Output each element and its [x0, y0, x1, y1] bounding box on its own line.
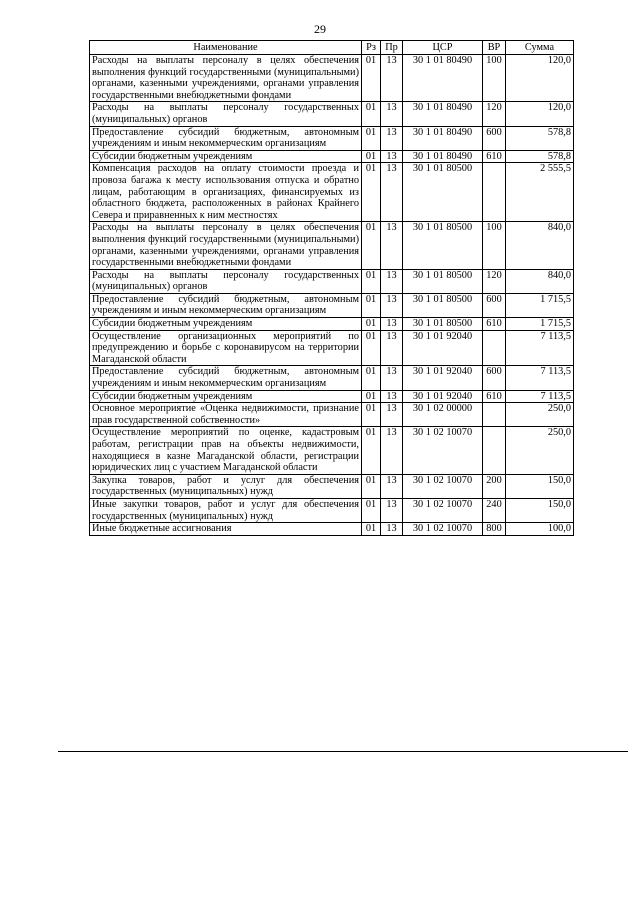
cell-pr: 13: [381, 474, 403, 498]
cell-rz: 01: [362, 55, 381, 102]
table-row: [90, 163, 574, 222]
cell-name: Предоставление субсидий бюджетным, автономным учреждениям и иным некоммерческим организациям: [90, 293, 362, 317]
cell-rz: 01: [362, 474, 381, 498]
cell-name: Осуществление мероприятий по оценке, кадастровым работам, регистрации прав на объекты недвижимости, находящиеся в казне Магаданской области, регистрации юридических лиц с участием Магаданской области: [90, 427, 362, 474]
cell-rz: 01: [362, 293, 381, 317]
cell-pr: 13: [381, 102, 403, 126]
cell-name: Предоставление субсидий бюджетным, автономным учреждениям и иным некоммерческим организациям: [90, 126, 362, 150]
column-header-pr: Пр: [381, 41, 403, 55]
cell-vr: 240: [483, 498, 506, 522]
cell-rz: 01: [362, 427, 381, 474]
cell-pr: 13: [381, 150, 403, 163]
table-row: [90, 102, 574, 126]
cell-csr: 30 1 02 10070: [403, 427, 483, 474]
cell-pr: 13: [381, 523, 403, 536]
cell-sum: 578,8: [506, 150, 574, 163]
table-row: [90, 390, 574, 403]
cell-csr: 30 1 01 80490: [403, 126, 483, 150]
cell-csr: 30 1 01 80490: [403, 55, 483, 102]
column-header-sum: Сумма: [506, 41, 574, 55]
cell-name: Расходы на выплаты персоналу в целях обеспечения выполнения функций государственными (муниципальными) органами, казенными учреждениями, органами управления государственными внебюджетными фондами: [90, 55, 362, 102]
cell-pr: 13: [381, 427, 403, 474]
cell-name: Расходы на выплаты персоналу государственных (муниципальных) органов: [90, 269, 362, 293]
cell-pr: 13: [381, 390, 403, 403]
cell-vr: 120: [483, 269, 506, 293]
cell-csr: 30 1 01 92040: [403, 390, 483, 403]
table-row: [90, 269, 574, 293]
cell-sum: 7 113,5: [506, 390, 574, 403]
cell-rz: 01: [362, 498, 381, 522]
cell-sum: 150,0: [506, 474, 574, 498]
cell-pr: 13: [381, 293, 403, 317]
table-row: [90, 293, 574, 317]
cell-sum: 840,0: [506, 222, 574, 269]
cell-rz: 01: [362, 126, 381, 150]
cell-csr: 30 1 01 80500: [403, 269, 483, 293]
cell-sum: 2 555,5: [506, 163, 574, 222]
cell-sum: 120,0: [506, 102, 574, 126]
cell-vr: 610: [483, 318, 506, 331]
cell-rz: 01: [362, 318, 381, 331]
cell-csr: 30 1 01 92040: [403, 366, 483, 390]
table-row: [90, 55, 574, 102]
cell-csr: 30 1 01 80490: [403, 150, 483, 163]
cell-csr: 30 1 01 80500: [403, 293, 483, 317]
footer-divider: [58, 751, 628, 752]
cell-vr: 800: [483, 523, 506, 536]
column-header-rz: Рз: [362, 41, 381, 55]
cell-pr: 13: [381, 163, 403, 222]
table-row: [90, 403, 574, 427]
cell-name: Расходы на выплаты персоналу в целях обеспечения выполнения функций государственными (муниципальными) органами, казенными учреждениями, органами управления государственными внебюджетными фондами: [90, 222, 362, 269]
cell-csr: 30 1 01 80500: [403, 163, 483, 222]
cell-pr: 13: [381, 222, 403, 269]
table-row: [90, 427, 574, 474]
cell-csr: 30 1 01 92040: [403, 330, 483, 366]
cell-vr: 610: [483, 390, 506, 403]
cell-csr: 30 1 02 10070: [403, 474, 483, 498]
cell-vr: 600: [483, 126, 506, 150]
cell-name: Расходы на выплаты персоналу государственных (муниципальных) органов: [90, 102, 362, 126]
cell-sum: 120,0: [506, 55, 574, 102]
table-row: [90, 150, 574, 163]
cell-vr: [483, 427, 506, 474]
cell-name: Субсидии бюджетным учреждениям: [90, 390, 362, 403]
table-header-row: [90, 41, 574, 55]
table-body: [90, 55, 574, 536]
cell-vr: 600: [483, 293, 506, 317]
cell-sum: 1 715,5: [506, 293, 574, 317]
column-header-vr: ВР: [483, 41, 506, 55]
cell-csr: 30 1 01 80490: [403, 102, 483, 126]
table-row: [90, 318, 574, 331]
cell-name: Субсидии бюджетным учреждениям: [90, 318, 362, 331]
cell-sum: 7 113,5: [506, 366, 574, 390]
cell-rz: 01: [362, 366, 381, 390]
cell-csr: 30 1 02 00000: [403, 403, 483, 427]
budget-table: [89, 40, 574, 536]
table-row: [90, 126, 574, 150]
cell-rz: 01: [362, 330, 381, 366]
table-row: [90, 330, 574, 366]
table-row: [90, 523, 574, 536]
cell-vr: 100: [483, 55, 506, 102]
cell-vr: 600: [483, 366, 506, 390]
cell-rz: 01: [362, 269, 381, 293]
cell-vr: [483, 163, 506, 222]
cell-csr: 30 1 02 10070: [403, 498, 483, 522]
cell-pr: 13: [381, 403, 403, 427]
cell-pr: 13: [381, 318, 403, 331]
cell-sum: 578,8: [506, 126, 574, 150]
cell-pr: 13: [381, 366, 403, 390]
cell-pr: 13: [381, 269, 403, 293]
cell-sum: 250,0: [506, 427, 574, 474]
cell-rz: 01: [362, 222, 381, 269]
cell-rz: 01: [362, 403, 381, 427]
cell-vr: 610: [483, 150, 506, 163]
cell-name: Иные бюджетные ассигнования: [90, 523, 362, 536]
cell-rz: 01: [362, 523, 381, 536]
table-row: [90, 366, 574, 390]
column-header-name: Наименование: [90, 41, 362, 55]
table-row: [90, 474, 574, 498]
cell-pr: 13: [381, 126, 403, 150]
cell-csr: 30 1 01 80500: [403, 222, 483, 269]
cell-csr: 30 1 01 80500: [403, 318, 483, 331]
cell-vr: 200: [483, 474, 506, 498]
table-row: [90, 222, 574, 269]
cell-name: Иные закупки товаров, работ и услуг для обеспечения государственных (муниципальных) нужд: [90, 498, 362, 522]
cell-pr: 13: [381, 55, 403, 102]
cell-sum: 100,0: [506, 523, 574, 536]
cell-sum: 840,0: [506, 269, 574, 293]
cell-rz: 01: [362, 102, 381, 126]
cell-pr: 13: [381, 498, 403, 522]
cell-vr: 120: [483, 102, 506, 126]
cell-rz: 01: [362, 163, 381, 222]
cell-vr: [483, 403, 506, 427]
table-row: [90, 498, 574, 522]
cell-sum: 250,0: [506, 403, 574, 427]
cell-csr: 30 1 02 10070: [403, 523, 483, 536]
cell-vr: 100: [483, 222, 506, 269]
cell-rz: 01: [362, 150, 381, 163]
cell-vr: [483, 330, 506, 366]
page-number: 29: [314, 22, 326, 36]
cell-sum: 1 715,5: [506, 318, 574, 331]
cell-pr: 13: [381, 330, 403, 366]
cell-name: Субсидии бюджетным учреждениям: [90, 150, 362, 163]
cell-name: Компенсация расходов на оплату стоимости проезда и провоза багажа к месту использования отпуска и обратно лицам, работающим в организациях, финансируемых из областного бюджета, расположенных в районах Крайнего Севера и приравненных к ним местностях: [90, 163, 362, 222]
column-header-csr: ЦСР: [403, 41, 483, 55]
cell-name: Закупка товаров, работ и услуг для обеспечения государственных (муниципальных) нужд: [90, 474, 362, 498]
cell-sum: 150,0: [506, 498, 574, 522]
cell-name: Предоставление субсидий бюджетным, автономным учреждениям и иным некоммерческим организациям: [90, 366, 362, 390]
cell-rz: 01: [362, 390, 381, 403]
cell-name: Основное мероприятие «Оценка недвижимости, признание прав государственной собственности»: [90, 403, 362, 427]
cell-name: Осуществление организационных мероприятий по предупреждению и борьбе с коронавирусом на территории Магаданской области: [90, 330, 362, 366]
cell-sum: 7 113,5: [506, 330, 574, 366]
